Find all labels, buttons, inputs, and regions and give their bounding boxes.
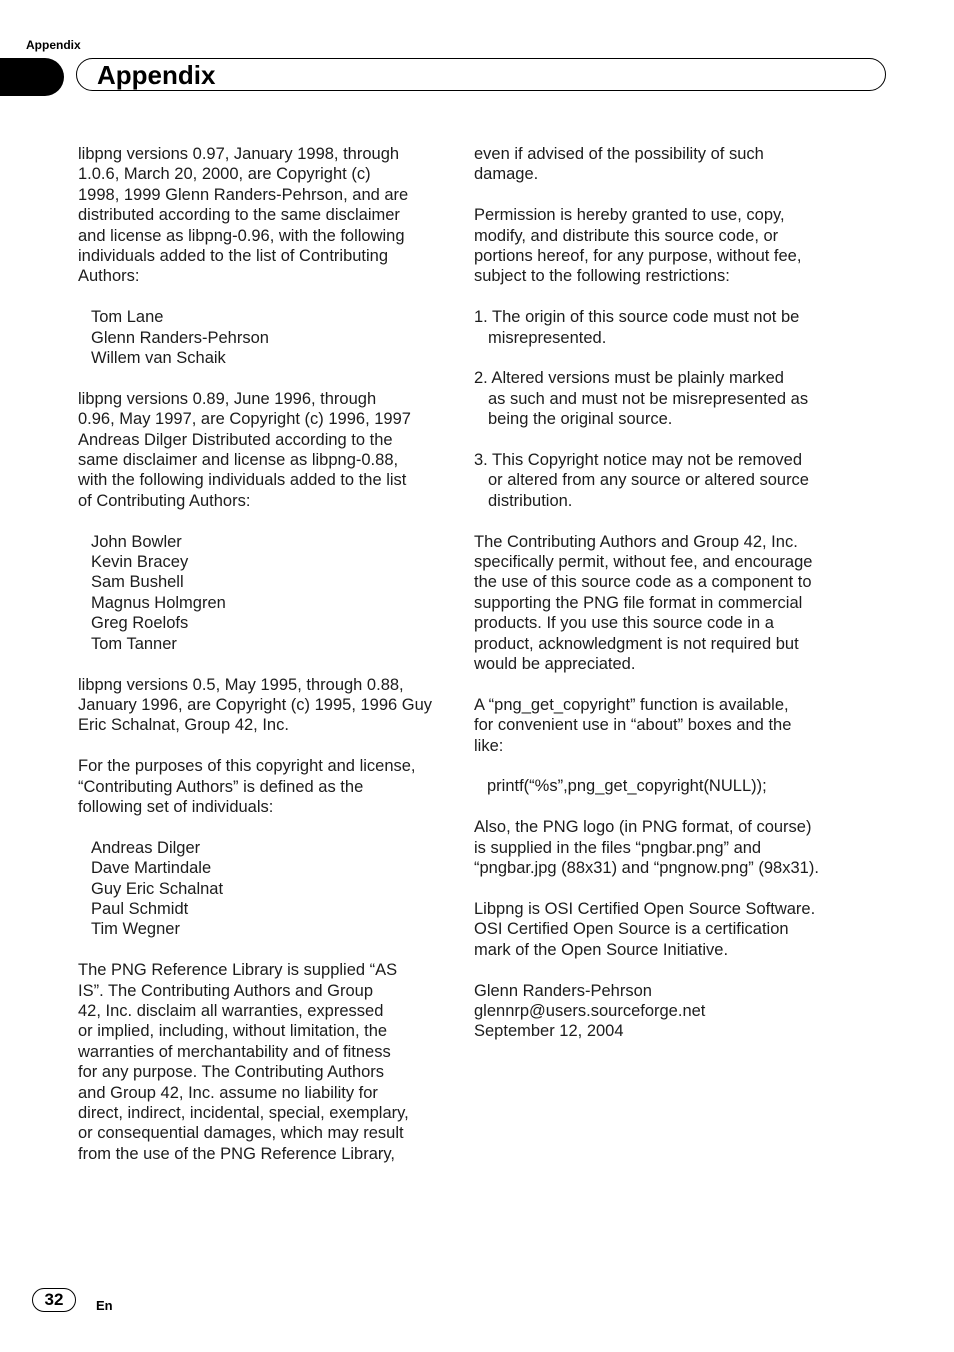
title-bar xyxy=(76,58,886,91)
language-label: En xyxy=(96,1298,113,1313)
paragraph: The PNG Reference Library is supplied “AS IS”. The Contributing Authors and Group 42, Inc. disclaim all warranties, expressed or implied, including, without limitation, the warranties of merchantability and of fitness for any purpose. The Contributing Authors and Group 42, Inc. assume no liability for direct, indirect, incidental, special, exemplary, or consequential damages, which may result from the use of the PNG Reference Library, xyxy=(78,961,409,1163)
page-number: 32 xyxy=(32,1288,76,1312)
signature-block: Glenn Randers-Pehrson glennrp@users.sourceforge.net September 12, 2004 xyxy=(474,981,706,1041)
paragraph: Permission is hereby granted to use, copy, modify, and distribute this source code, or portions hereof, for any purpose, without fee, subject to the following restrictions: xyxy=(474,206,802,286)
name-list: John Bowler Kevin Bracey Sam Bushell Magnus Holmgren Greg Roelofs Tom Tanner xyxy=(91,532,226,653)
paragraph: Libpng is OSI Certified Open Source Software. OSI Certified Open Source is a certification mark of the Open Source Initiative. xyxy=(474,899,816,959)
paragraph: libpng versions 0.5, May 1995, through 0.88, January 1996, are Copyright (c) 1995, 1996 Guy Eric Schalnat, Group 42, Inc. xyxy=(78,675,433,735)
paragraph: Also, the PNG logo (in PNG format, of course) is supplied in the files “pngbar.png” and “pngbar.jpg (88x31) and “pngnow.png” (98x31). xyxy=(474,818,819,878)
paragraph: libpng versions 0.89, June 1996, through 0.96, May 1997, are Copyright (c) 1996, 1997 Andreas Dilger Distributed according to the same disclaimer and license as libpng-0.88, with the following individuals added to the list of Contributing Authors: xyxy=(78,389,411,510)
restriction-item: 1. The origin of this source code must not be misrepresented. xyxy=(474,308,800,347)
right-column xyxy=(474,144,864,1062)
code-line: printf(“%s”,png_get_copyright(NULL)); xyxy=(487,777,767,796)
restriction-item: 2. Altered versions must be plainly marked as such and must not be misrepresented as being the original source. xyxy=(474,369,809,429)
left-column xyxy=(78,144,462,1185)
name-list: Tom Lane Glenn Randers-Pehrson Willem van Schaik xyxy=(91,308,269,368)
paragraph: A “png_get_copyright” function is available, for convenient use in “about” boxes and the like: xyxy=(474,695,792,755)
paragraph: even if advised of the possibility of such damage. xyxy=(474,145,764,184)
restriction-item: 3. This Copyright notice may not be removed or altered from any source or altered source distribution. xyxy=(474,451,809,510)
paragraph: For the purposes of this copyright and license, “Contributing Authors” is defined as the following set of individuals: xyxy=(78,757,416,816)
paragraph: The Contributing Authors and Group 42, Inc. specifically permit, without fee, and encourage the use of this source code as a component to supporting the PNG file format in commercial products. If you use this source code in a product, acknowledgment is not required but would be appreciated. xyxy=(474,532,813,674)
section-tab-marker xyxy=(0,58,64,96)
name-list: Andreas Dilger Dave Martindale Guy Eric Schalnat Paul Schmidt Tim Wegner xyxy=(91,838,224,939)
page-title: Appendix xyxy=(97,60,216,90)
running-head: Appendix xyxy=(26,38,81,52)
paragraph: libpng versions 0.97, January 1998, through 1.0.6, March 20, 2000, are Copyright (c) 1998, 1999 Glenn Randers-Pehrson, and are distributed according to the same disclaimer and license as libpng-0.96, with the following individuals added to the list of Contributing Authors: xyxy=(78,145,409,286)
